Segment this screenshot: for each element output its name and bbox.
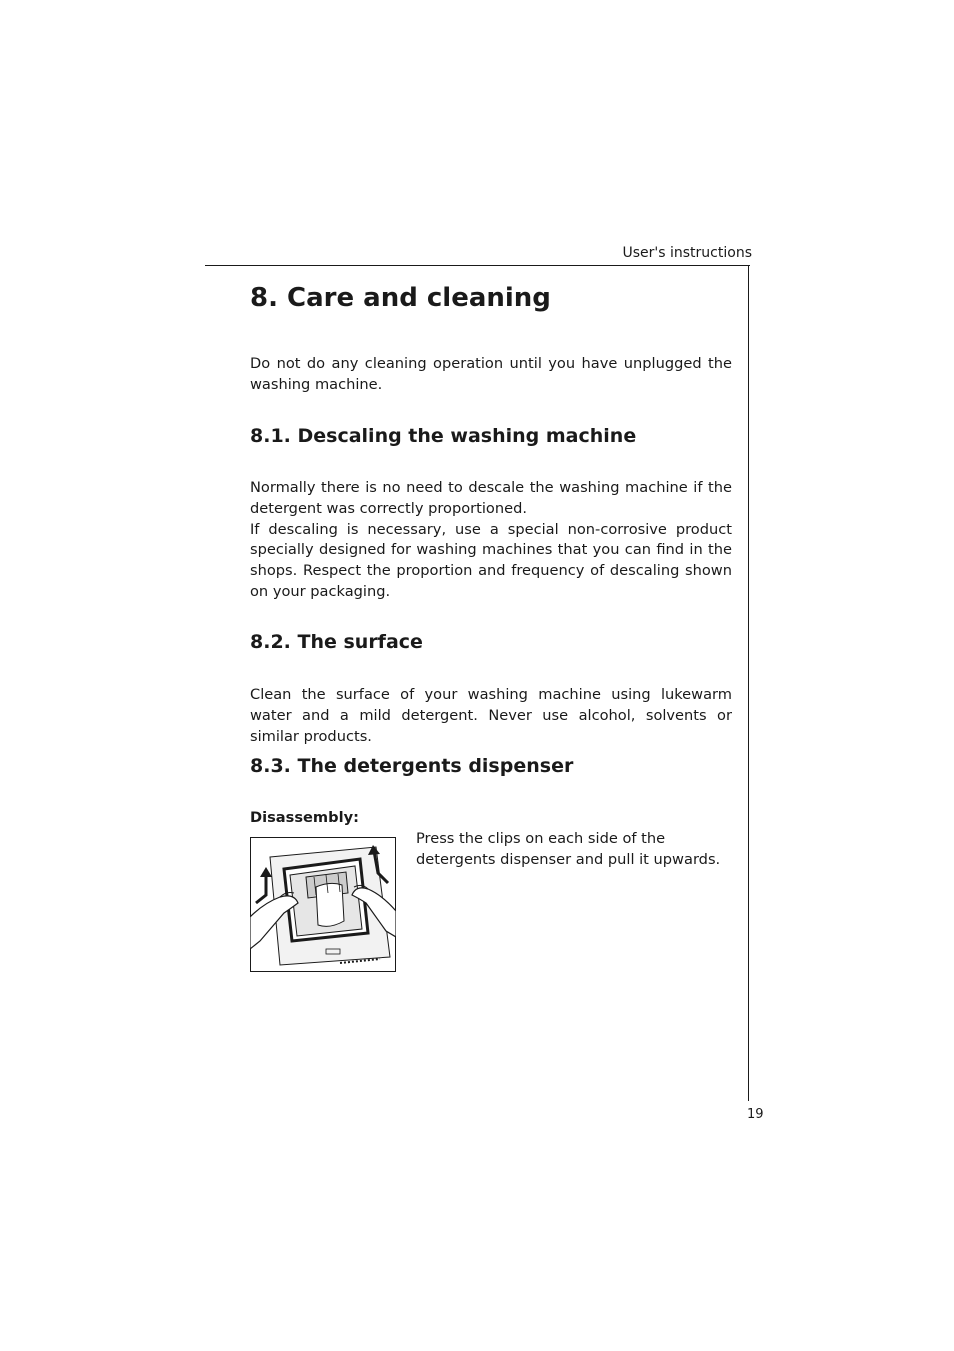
intro-paragraph: Do not do any cleaning operation until you have unplugged the washing machine. <box>250 355 732 393</box>
descaling-paragraph-2: If descaling is necessary, use a special non-corrosive product specially designed for washing machines that you can find in the shops. Respect the proportion and frequency of descaling shown on your packaging. <box>250 520 732 600</box>
detergent-dispenser-removal-illustration <box>250 837 396 972</box>
section-body-descaling <box>250 478 732 603</box>
section-body-surface <box>250 685 732 747</box>
section-title-descaling: 8.1. Descaling the washing machine <box>250 425 637 447</box>
header-divider <box>205 265 750 266</box>
side-margin-rule <box>748 265 749 1101</box>
disassembly-paragraph: Press the clips on each side of the detergents dispenser and pull it upwards. <box>416 830 721 868</box>
running-header: User's instructions <box>622 245 752 261</box>
subsection-label-disassembly: Disassembly: <box>250 809 359 826</box>
section-title-dispenser: 8.3. The detergents dispenser <box>250 755 574 777</box>
chapter-intro <box>250 354 732 396</box>
chapter-title: 8. Care and cleaning <box>250 283 551 313</box>
descaling-paragraph-1: Normally there is no need to descale the washing machine if the detergent was correctly proportioned. <box>250 479 732 517</box>
section-title-surface: 8.2. The surface <box>250 631 423 653</box>
disassembly-instruction <box>416 829 732 871</box>
page-number: 19 <box>747 1107 764 1122</box>
surface-paragraph: Clean the surface of your washing machine using lukewarm water and a mild detergent. Never use alcohol, solvents or similar products. <box>250 686 732 745</box>
